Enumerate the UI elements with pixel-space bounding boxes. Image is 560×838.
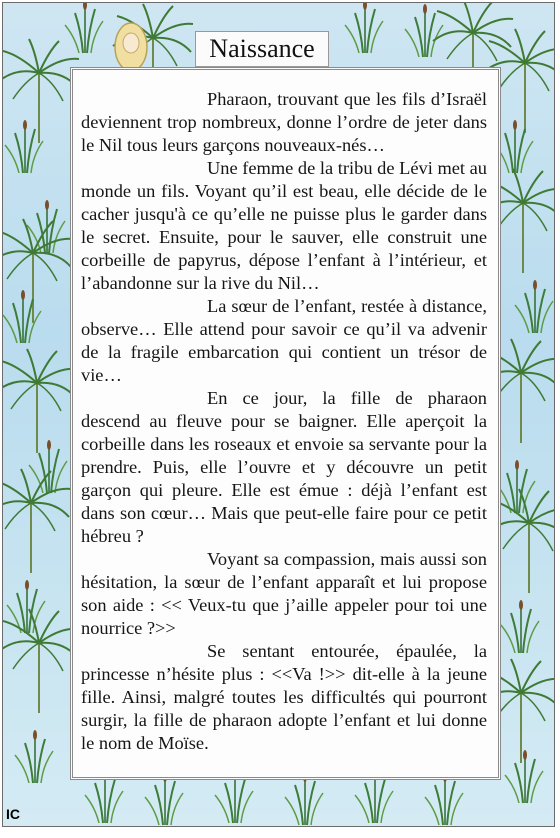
- basket-child-drawing: [115, 23, 147, 71]
- page-title: Naissance: [195, 31, 329, 67]
- author-initials: IC: [6, 806, 20, 822]
- paragraph: Voyant sa compassion, mais aussi son hésitation, la sœur de l’enfant apparaît et lui propose son aide : << Veux-tu que j’aille appeler pour toi une nourrice ?>>: [81, 549, 487, 638]
- paragraph: Pharaon, trouvant que les fils d’Israël deviennent trop nombreux, donne l’ordre de jeter dans le Nil tous leurs garçons nouveaux-nés…: [81, 89, 487, 155]
- paragraph: En ce jour, la fille de pharaon descend au fleuve pour se baigner. Elle aperçoit la corbeille dans les roseaux et envoie sa servante pour la prendre. Puis, elle l’ouvre et y découvre un petit garçon qui pleure. Elle est émue : déjà l’enfant est dans son cœur… Mais que peut-elle faire pour ce petit hébreu ?: [81, 388, 487, 546]
- story-text-panel: [70, 67, 501, 780]
- story-text: [81, 88, 487, 755]
- paragraph: La sœur de l’enfant, restée à distance, observe… Elle attend pour savoir ce qu’il va advenir de la fragile embarcation qui contient un trésor de vie…: [81, 296, 487, 385]
- page-sheet: [2, 2, 555, 827]
- paragraph: Une femme de la tribu de Lévi met au monde un fils. Voyant qu’il est beau, elle décide de le cacher jusqu'à ce qu’elle ne puisse plus le garder dans le secret. Ensuite, pour le sauver, elle construit une corbeille de papyrus, dépose l’enfant à l’intérieur, et l’abandonne sur la rive du Nil…: [81, 158, 487, 293]
- paragraph: Se sentant entourée, épaulée, la princesse n’hésite plus : <<Va !>> dit-elle à la jeune fille. Ainsi, malgré toutes les difficultés qui pourront surgir, la fille de pharaon adopte l’enfant et lui donne le nom de Moïse.: [81, 641, 487, 753]
